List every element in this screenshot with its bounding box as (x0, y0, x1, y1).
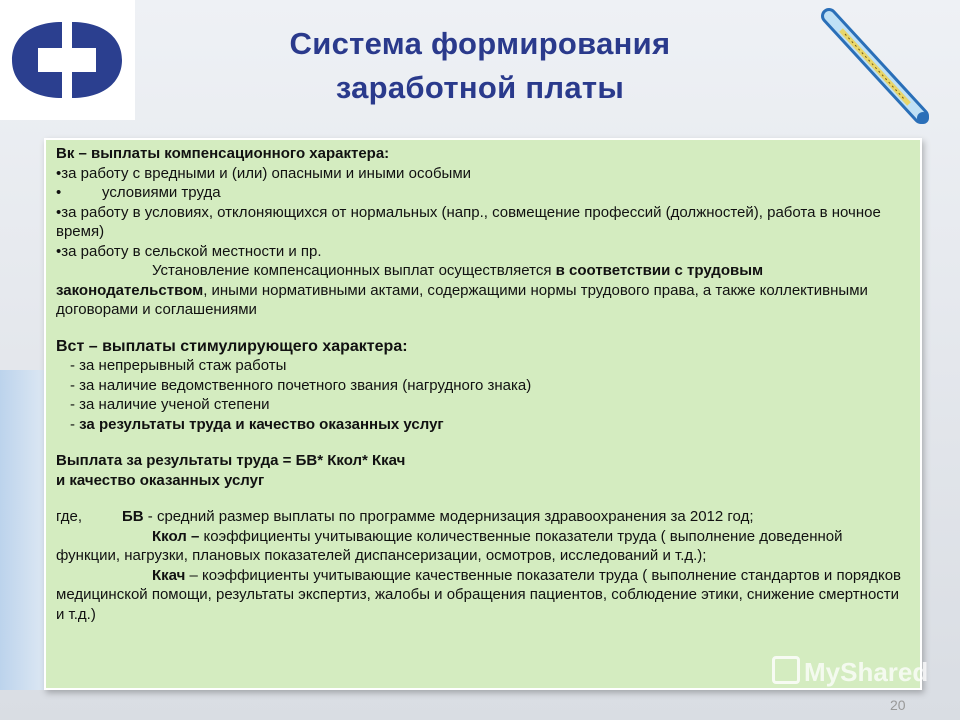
definition-kkach-text: – коэффициенты учитывающие качественные показатели труда ( выполнение стандартов и порядков медицинской помощи, результаты экспертиз, жалобы и обращения пациентов, соблюдение этики, снижение смертности и т.д.) (56, 566, 902, 623)
stimulating-item-1: - за непрерывный стаж работы (70, 357, 287, 374)
title-line-2: заработной платы (335, 70, 625, 105)
definition-kkol-term: Ккол – (152, 527, 200, 545)
logo (0, 0, 135, 120)
definition-kkol-text: коэффициенты учитывающие количественные показатели труда ( выполнение доведенной функции, нагрузки, плановых показателей диспансеризации, осмотров, исследований и т.д.); (56, 527, 843, 564)
watermark (772, 656, 928, 688)
stimulating-item-2: - за наличие ведомственного почетного звания (нагрудного знака) (70, 376, 532, 394)
stimulating-heading: Вст – выплаты стимулирующего характера: (56, 337, 408, 355)
compensation-item-2: •за работу в условиях, отклоняющихся от нормальных (напр., совмещение профессий (должностей), работа в ночное время) (56, 203, 881, 240)
compensation-note-start: Установление компенсационных выплат осуществляется (152, 262, 556, 279)
compensation-item-1: •за работу с вредными и (или) опасными и иными особыми (56, 164, 472, 182)
thermometer-icon (815, 4, 940, 134)
watermark-icon (772, 656, 800, 684)
definition-bv (56, 507, 910, 527)
page-number: 20 (890, 697, 906, 713)
compensation-item-1b-text: условиями труда (102, 184, 221, 201)
definition-bv-text: - средний размер выплаты по программе модернизация здравоохранения за 2012 год; (143, 508, 754, 525)
definition-where: где, (56, 508, 83, 525)
stimulating-item-4-text: за результаты труда и качество оказанных услуг (79, 415, 444, 433)
definition-kkach-term: Ккач (152, 566, 186, 584)
background-accent-strip (0, 370, 48, 690)
compensation-note (56, 261, 910, 320)
compensation-note-bold: в соответствии с трудовым законодательством (56, 262, 764, 299)
definition-kkach (56, 566, 910, 625)
content-panel (44, 138, 922, 690)
compensation-item-1b (56, 183, 910, 203)
compensation-note-end: , иными нормативными актами, содержащими нормы трудового права, а также коллективными договорами и соглашениями (56, 281, 868, 318)
definition-kkol (56, 527, 910, 566)
stimulating-item-4 (56, 415, 910, 435)
logo-mark (0, 0, 135, 120)
formula-line-2: и качество оказанных услуг (56, 471, 265, 489)
watermark-text: MyShared (804, 657, 929, 687)
title-line-1: Система формирования (289, 26, 671, 61)
bullet: • (56, 184, 62, 201)
stimulating-item-4-dash: - (70, 415, 80, 433)
compensation-item-3: •за работу в сельской местности и пр. (56, 242, 322, 260)
compensation-heading: Вк – выплаты компенсационного характера: (56, 145, 390, 162)
stimulating-item-3: - за наличие ученой степени (70, 396, 270, 413)
formula-line-1: Выплата за результаты труда = БВ* Ккол* Ккач (56, 452, 406, 469)
definition-bv-term: БВ (122, 508, 144, 525)
page-title (180, 22, 780, 110)
